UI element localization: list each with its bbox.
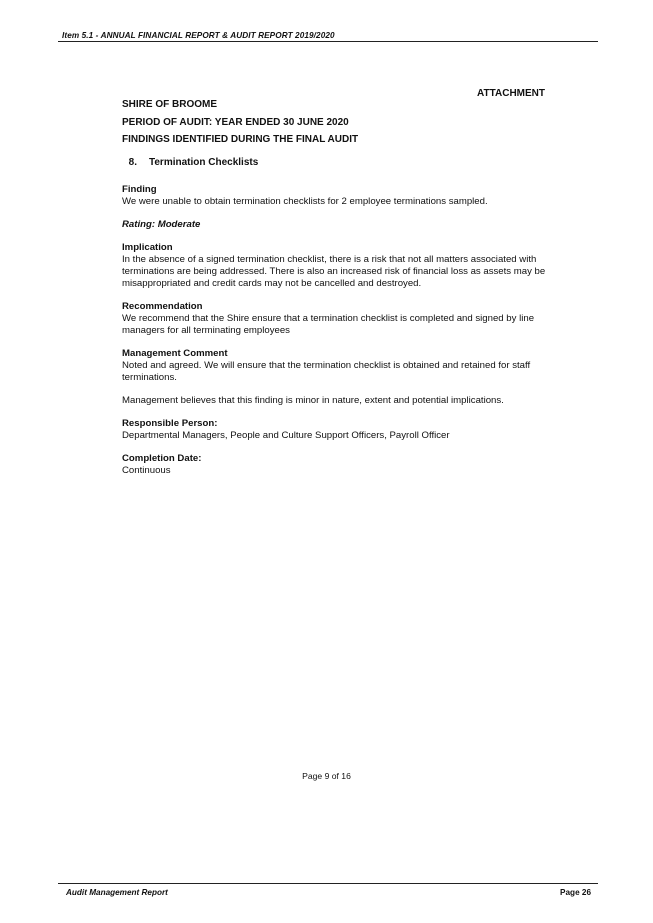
shire-title: SHIRE OF BROOME bbox=[122, 99, 218, 110]
findings-title: FINDINGS IDENTIFIED DURING THE FINAL AUDIT bbox=[122, 134, 359, 145]
section-title: Termination Checklists bbox=[149, 157, 259, 168]
recommendation-text: We recommend that the Shire ensure that a termination checklist is completed and signed by line managers for all terminating employees bbox=[122, 313, 535, 336]
management-comment-label: Management Comment bbox=[122, 348, 228, 359]
header-divider bbox=[58, 41, 598, 42]
completion-date-block bbox=[122, 453, 550, 477]
responsible-person-label: Responsible Person: bbox=[122, 418, 218, 429]
management-comment-block bbox=[122, 348, 550, 384]
section-number: 8. bbox=[128, 157, 137, 168]
page-indicator: Page 9 of 16 bbox=[302, 771, 351, 781]
footer-divider bbox=[58, 883, 598, 884]
footer-report-title: Audit Management Report bbox=[66, 888, 168, 897]
section-heading bbox=[122, 157, 550, 169]
finding-label: Finding bbox=[122, 184, 157, 195]
finding-block bbox=[122, 184, 550, 208]
finding-text: We were unable to obtain termination checklists for 2 employee terminations sampled. bbox=[122, 196, 488, 207]
responsible-person-block bbox=[122, 418, 550, 442]
management-belief-text: Management believes that this finding is minor in nature, extent and potential implications. bbox=[122, 395, 504, 406]
implication-text: In the absence of a signed termination checklist, there is a risk that not all matters associated with terminations are being addressed. There is also an increased risk of financial loss as assets may be misappropriated and credit cards may not be cancelled and destroyed. bbox=[122, 254, 546, 289]
recommendation-block bbox=[122, 301, 550, 337]
management-belief-block bbox=[122, 395, 550, 407]
document-header-title: Item 5.1 - ANNUAL FINANCIAL REPORT & AUDIT REPORT 2019/2020 bbox=[62, 31, 335, 40]
footer-page-number: Page 26 bbox=[560, 888, 591, 897]
attachment-label: ATTACHMENT bbox=[477, 88, 545, 99]
rating-text: Rating: Moderate bbox=[122, 219, 201, 230]
page-content bbox=[122, 99, 550, 488]
implication-label: Implication bbox=[122, 242, 173, 253]
recommendation-label: Recommendation bbox=[122, 301, 203, 312]
implication-block bbox=[122, 242, 550, 290]
completion-date-label: Completion Date: bbox=[122, 453, 202, 464]
responsible-person-text: Departmental Managers, People and Culture Support Officers, Payroll Officer bbox=[122, 430, 450, 441]
management-comment-text: Noted and agreed. We will ensure that the termination checklist is obtained and retained for staff terminations. bbox=[122, 360, 531, 383]
completion-date-text: Continuous bbox=[122, 465, 171, 476]
audit-period-title: PERIOD OF AUDIT: YEAR ENDED 30 JUNE 2020 bbox=[122, 116, 349, 128]
